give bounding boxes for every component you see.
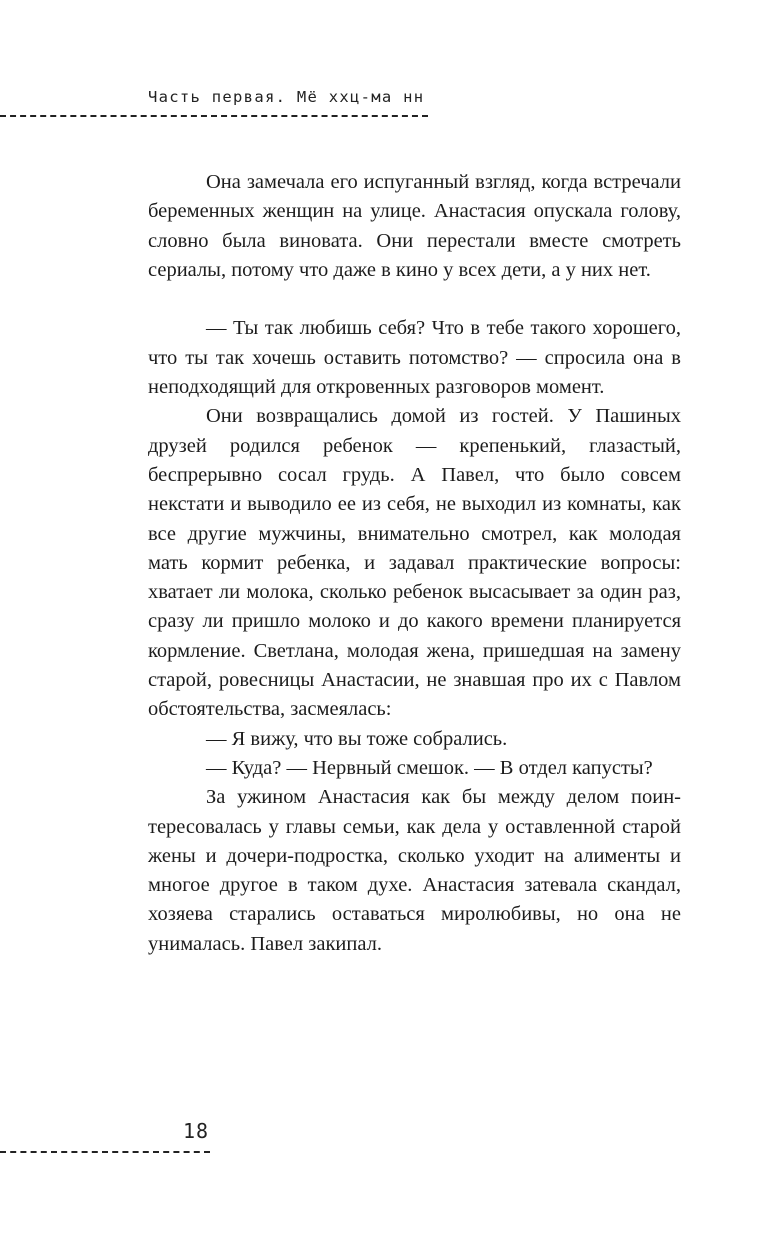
header-dashed-rule bbox=[0, 115, 428, 117]
paragraph: За ужином Анастасия как бы между делом поинтересовалась у главы семьи, как дела у оставленной старой жены и дочери-подростка, сколько уходит на алименты и многое другое в таком духе. Анастасия затевала скандал, хозяева старались оставаться миролюбивы, но она не унималась. Павел закипал. bbox=[148, 786, 681, 955]
paragraph: Они возвращались домой из гостей. У Пашиных друзей родился ребенок — крепенький, глазастый, беспрерывно сосал грудь. А Павел, что было совсем некстати и выводило ее из себя, не выходил из комнаты, как все другие мужчины, внимательно смотрел, как молодая мать кормит ребенка, и задавал практические вопросы: хватает ли молока, сколько ребенок высасывает за один раз, сразу ли пришло молоко и до какого времени планируется кормление. Светлана, молодая жена, пришедшая на замену старой, ровесницы Анастасии, не знавшая про их с Павлом обстоятельства, засмеялась: bbox=[148, 405, 681, 721]
page-number: 18 bbox=[183, 1119, 210, 1143]
paragraph: — Куда? — Нервный смешок. — В отдел капусты? bbox=[206, 756, 653, 779]
footer-dashed-rule bbox=[0, 1151, 210, 1153]
paragraph: — Я вижу, что вы тоже собрались. bbox=[206, 727, 508, 750]
page-body bbox=[148, 168, 681, 959]
paragraph: — Ты так любишь себя? Что в тебе такого хорошего, что ты так хочешь оставить потомство? — спросила она в неподходящий для откровенных разговоров момент. bbox=[148, 317, 681, 399]
paragraph: Она замечала его испуганный взгляд, когда встречали беременных женщин на улице. Анастасия опускала голову, словно была виновата. Они перестали вместе смотреть сериалы, потому что даже в кино у всех дети, а у них нет. bbox=[148, 171, 681, 281]
running-header: Часть первая. Мё ххц-ма нн bbox=[148, 88, 425, 106]
